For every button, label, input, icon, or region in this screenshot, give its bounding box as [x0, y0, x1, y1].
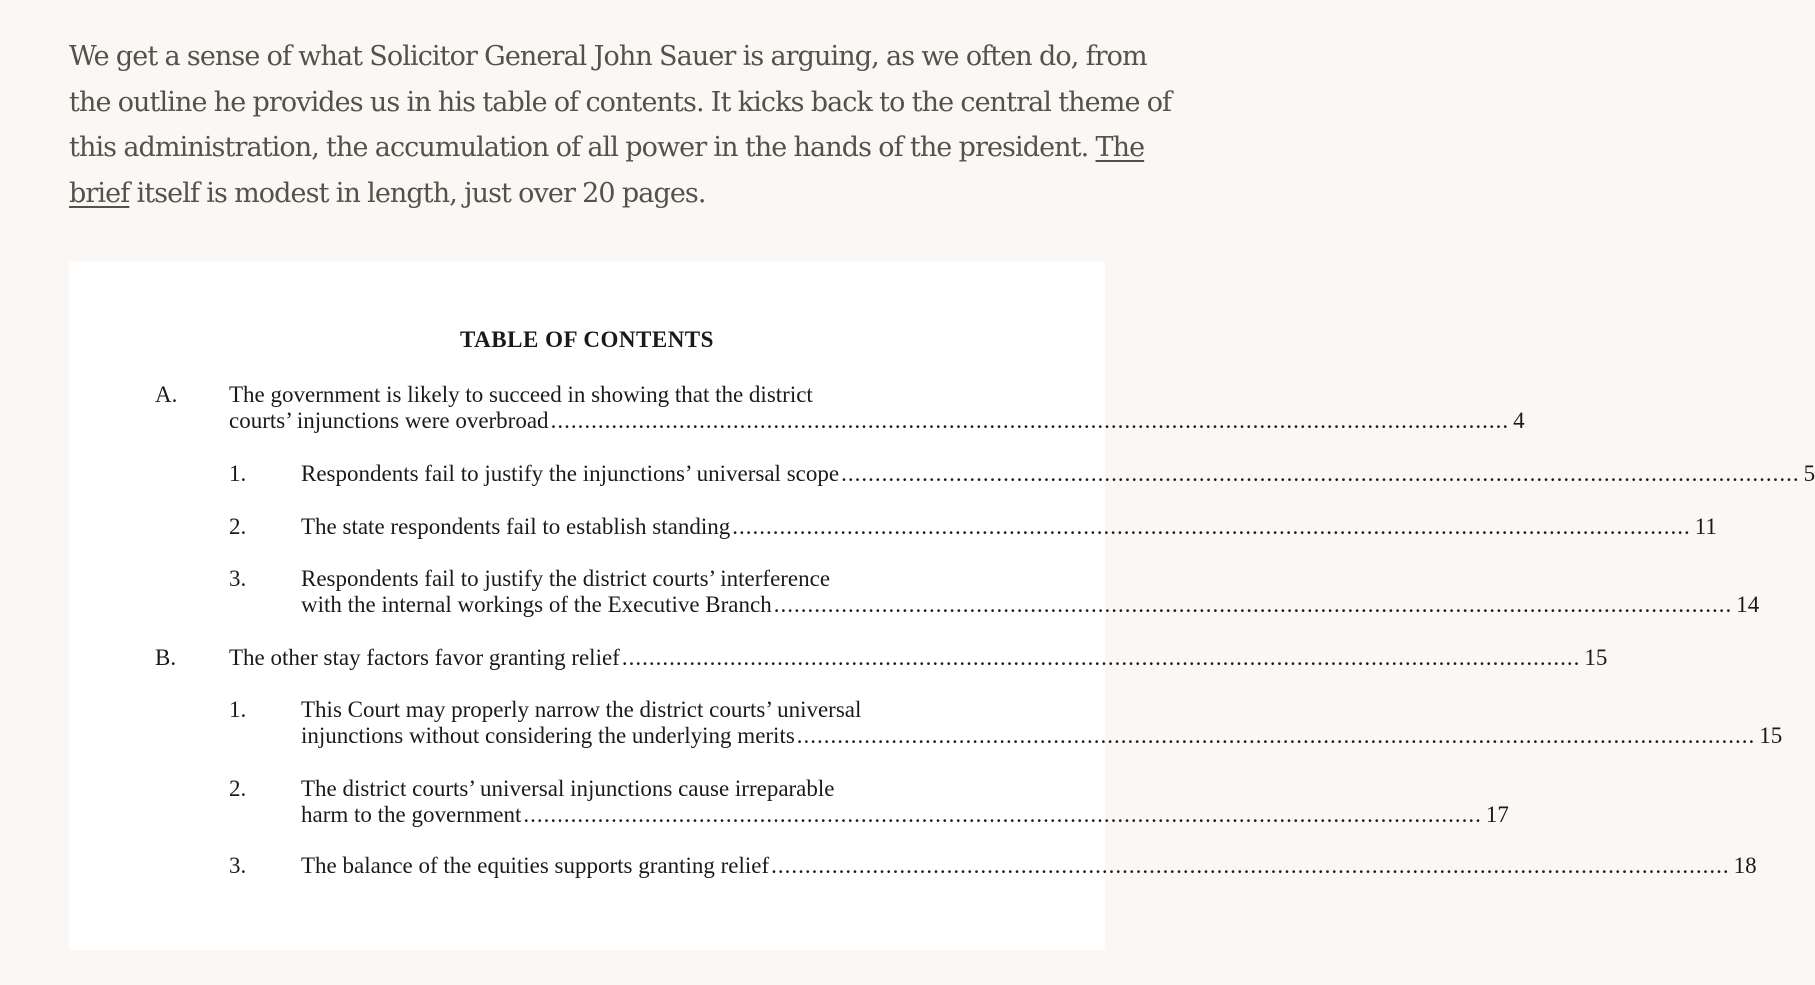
toc-entry-text	[301, 697, 1783, 749]
dot-leader: ..............................................................................................................................................	[621, 645, 1581, 670]
toc-entry-label: 3.	[229, 853, 247, 878]
toc-entry-text	[229, 382, 1525, 434]
toc-entry-line: harm to the government	[301, 802, 522, 827]
toc-entry-line: The balance of the equities supports granting relief	[301, 853, 770, 878]
toc-entry-line: The other stay factors favor granting relief	[229, 645, 620, 670]
toc-page-number: 15	[1759, 723, 1783, 748]
dot-leader: ..............................................................................................................................................	[841, 461, 1800, 486]
toc-entry-label: 3.	[229, 566, 247, 591]
toc-entry-label: B.	[155, 645, 177, 670]
toc-page-number: 18	[1733, 853, 1757, 878]
dot-leader: ..............................................................................................................................................	[771, 853, 1730, 878]
article-paragraph	[69, 34, 1179, 216]
toc-title: TABLE OF CONTENTS	[460, 327, 714, 352]
toc-entry-text	[229, 645, 1608, 671]
paragraph-text-before: We get a sense of what Solicitor General John Sauer is arguing, as we often do, from the outline he provides us in his table of contents. It kicks back to the central theme of this administration, the accumulation of all power in the hands of the president.	[69, 41, 1172, 163]
toc-page-number: 11	[1694, 514, 1717, 539]
brief-link[interactable]: The brief	[69, 132, 1145, 209]
toc-entry-line: injunctions without considering the underlying merits	[301, 723, 795, 748]
toc-entry-line: courts’ injunctions were overbroad	[229, 408, 549, 433]
toc-entry-label: 2.	[229, 514, 247, 539]
dot-leader: ..............................................................................................................................................	[523, 802, 1482, 827]
toc-entry-line: This Court may properly narrow the district courts’ universal	[301, 697, 862, 722]
toc-entry-text	[301, 461, 1815, 487]
toc-entry-label: 1.	[229, 697, 247, 722]
dot-leader: ..............................................................................................................................................	[732, 514, 1691, 539]
toc-entry-text	[301, 566, 1760, 618]
toc-entry-line: Respondents fail to justify the injunctions’ universal scope	[301, 461, 840, 486]
toc-entry-line: The district courts’ universal injunctions cause irreparable	[301, 776, 835, 801]
dot-leader: ..............................................................................................................................................	[796, 723, 1756, 748]
toc-entry-line: Respondents fail to justify the district courts’ interference	[301, 566, 831, 591]
table-of-contents-image	[69, 261, 1815, 950]
toc-entry-text	[301, 853, 1757, 879]
paragraph-text-after: itself is modest in length, just over 20 pages.	[129, 177, 706, 209]
dot-leader: ..............................................................................................................................................	[550, 408, 1510, 433]
toc-entry-line: with the internal workings of the Executive Branch	[301, 592, 772, 617]
toc-entry-label: 2.	[229, 776, 247, 801]
toc-entry-label: 1.	[229, 461, 247, 486]
toc-entry-text	[301, 776, 1509, 828]
toc-page-number: 15	[1584, 645, 1608, 670]
toc-page-number: 5	[1803, 461, 1815, 486]
toc-entry-label: A.	[155, 382, 178, 407]
toc-page-number: 4	[1513, 408, 1525, 433]
toc-entry-line: The state respondents fail to establish standing	[301, 514, 731, 539]
toc-entry-text	[301, 514, 1717, 540]
toc-page-number: 17	[1485, 802, 1509, 827]
dot-leader: ..............................................................................................................................................	[773, 592, 1733, 617]
toc-entry-line: The government is likely to succeed in showing that the district	[229, 382, 813, 407]
toc-page-number: 14	[1736, 592, 1760, 617]
